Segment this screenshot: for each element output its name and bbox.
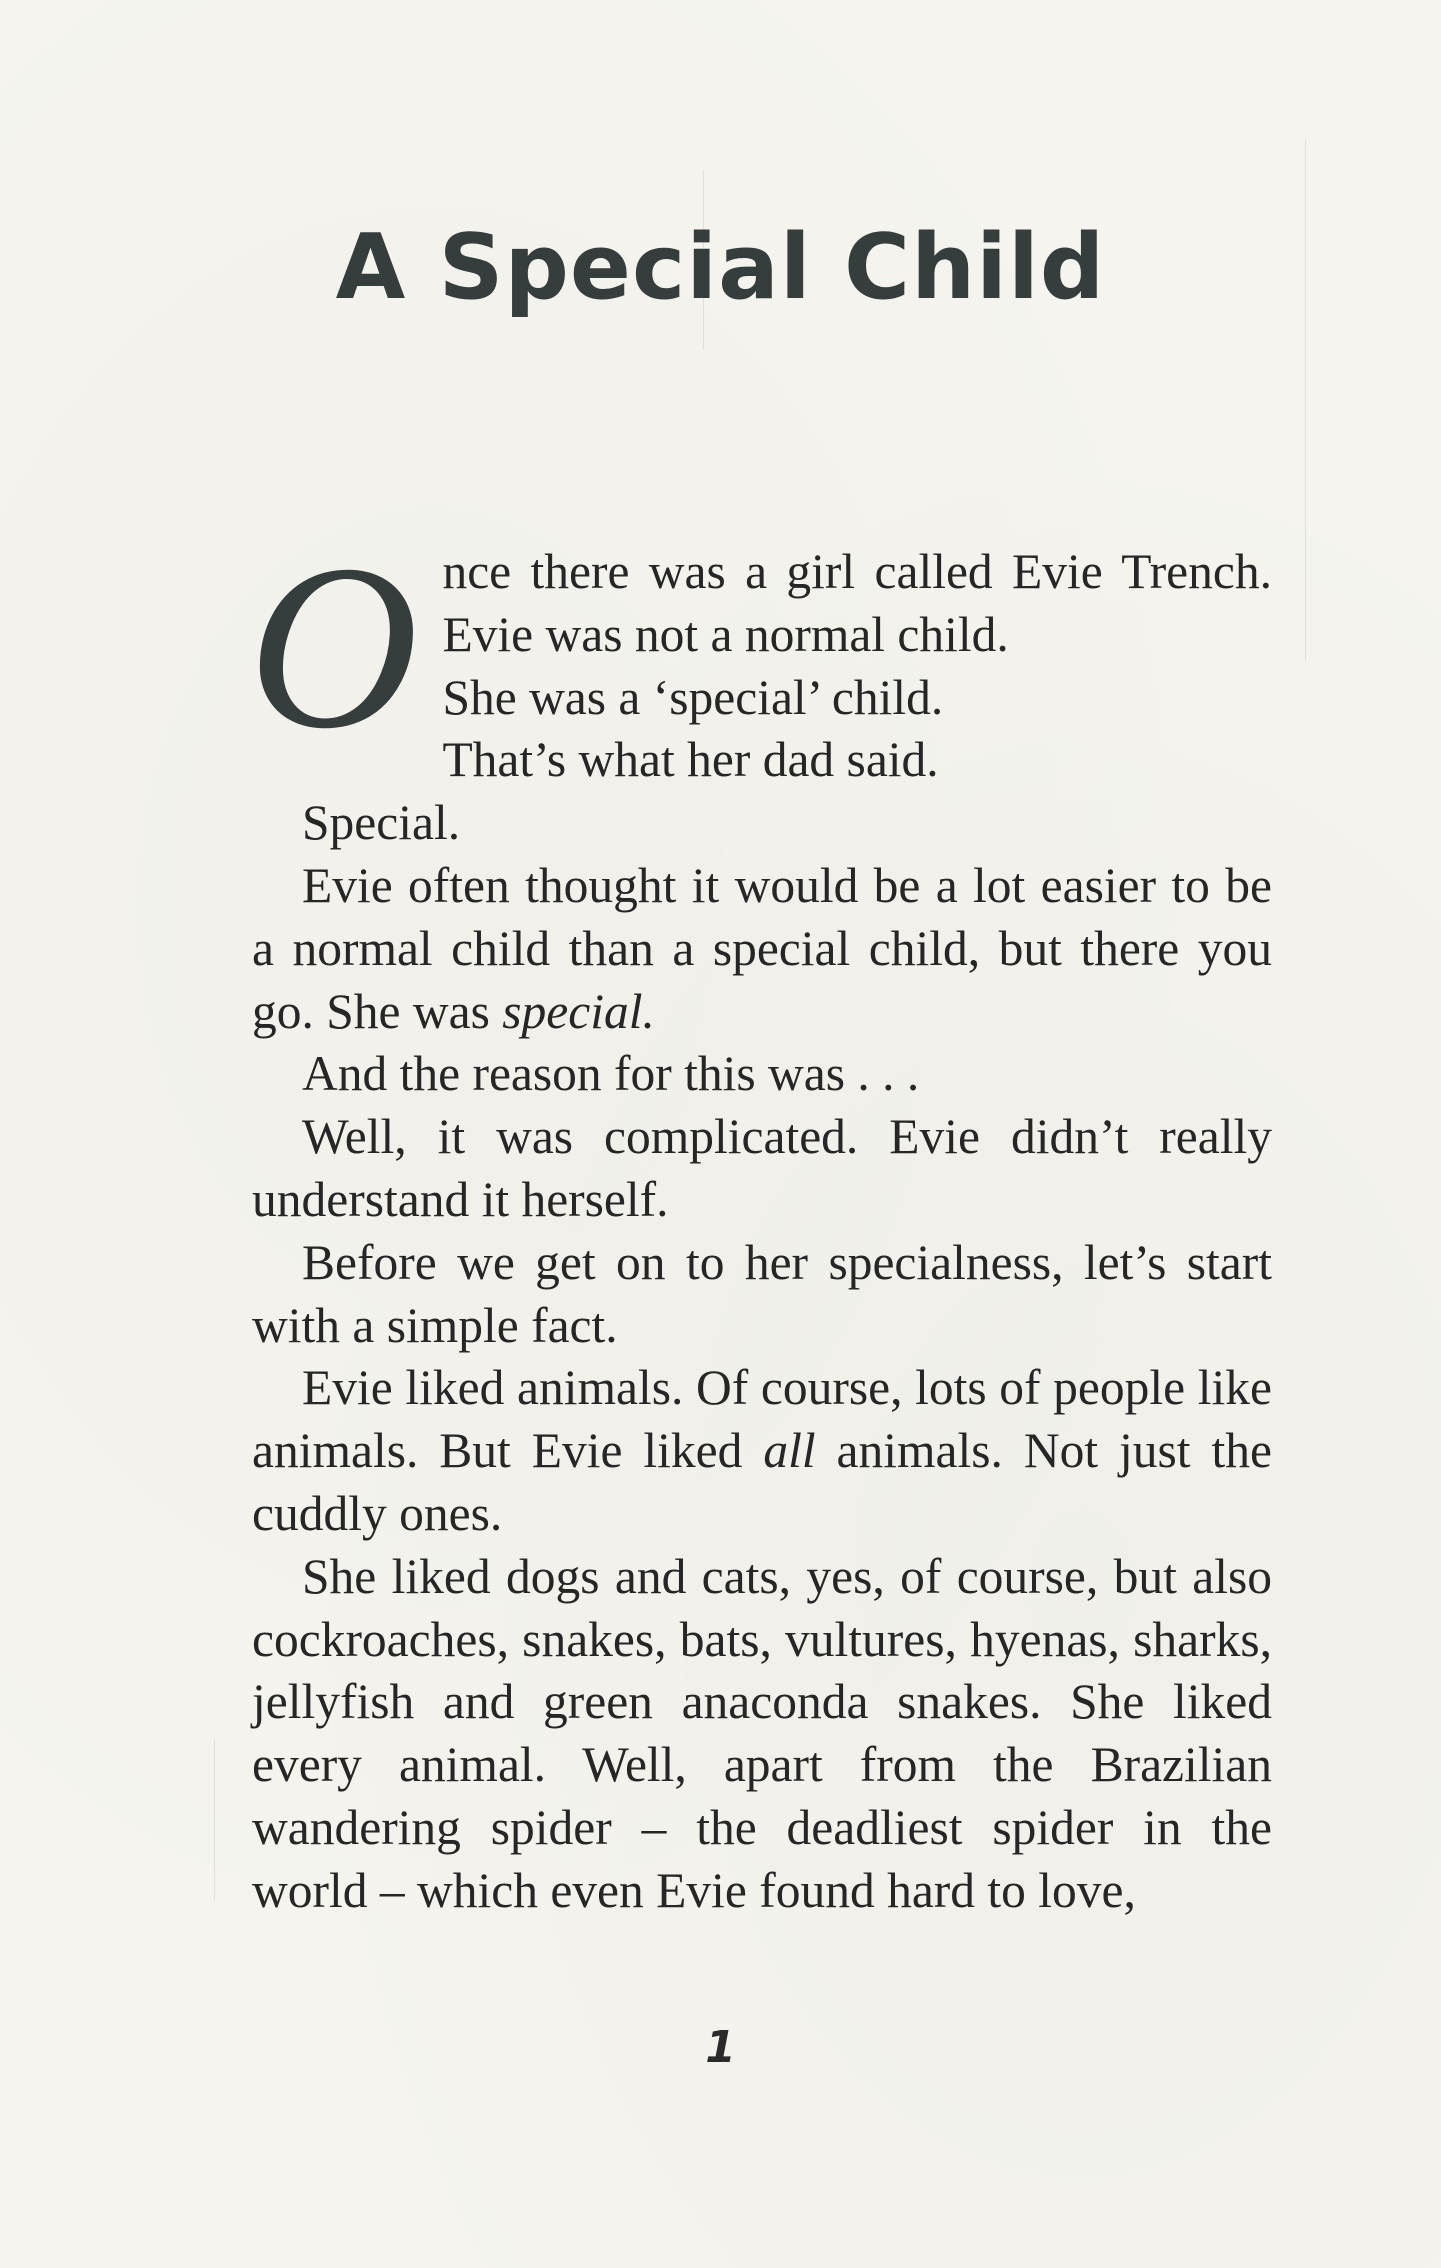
drop-cap: O (248, 517, 419, 778)
paragraph-text: Special. (302, 795, 461, 851)
paragraph (252, 792, 1272, 855)
paragraph (252, 1232, 1272, 1358)
paragraph (252, 1357, 1272, 1545)
paragraph (252, 1106, 1272, 1232)
paragraph-text: Evie often thought it would be a lot easier to be a normal child than a special child, but there you go. She was (252, 857, 1272, 1039)
opening-line-2: Evie was not a normal child. (442, 606, 1009, 662)
paragraph (252, 855, 1272, 1043)
chapter-title: A Special Child (335, 215, 1106, 320)
paragraph-text: Well, it was complicated. Evie didn’t really understand it herself. (252, 1109, 1272, 1227)
paragraph-emphasis: all (763, 1423, 816, 1479)
paragraph-text: Evie liked animals. Of course, lots of people like animals. But Evie liked (252, 1360, 1272, 1479)
chapter-body (248, 517, 1272, 1923)
paragraph-text: animals. Not just the cuddly ones. (252, 1423, 1272, 1541)
page-number: 1 (705, 2022, 736, 2073)
paragraph-text: Before we get on to her specialness, let’s start with a simple fact. (252, 1234, 1272, 1353)
paragraph (252, 1546, 1272, 1923)
paragraph-emphasis: special. (502, 983, 655, 1039)
opening-line-3: She was a ‘special’ child. (442, 669, 944, 725)
opening-line-1: nce there was a girl called Evie Trench. (442, 544, 1272, 599)
paragraph (252, 1043, 1272, 1106)
paragraph-text: And the reason for this was . . . (302, 1046, 920, 1102)
scan-artifact-line (214, 1740, 215, 1900)
paragraph-text: She liked dogs and cats, yes, of course, but also cockroaches, snakes, bats, vultures, hyenas, sharks, jellyfish and green anaconda snakes. She liked every animal. Well, apart from the Brazilian wandering spider – the deadliest spider in the world – which even Evie found hard to love, (252, 1548, 1272, 1918)
opening-line-4: That’s what her dad said. (442, 732, 939, 788)
